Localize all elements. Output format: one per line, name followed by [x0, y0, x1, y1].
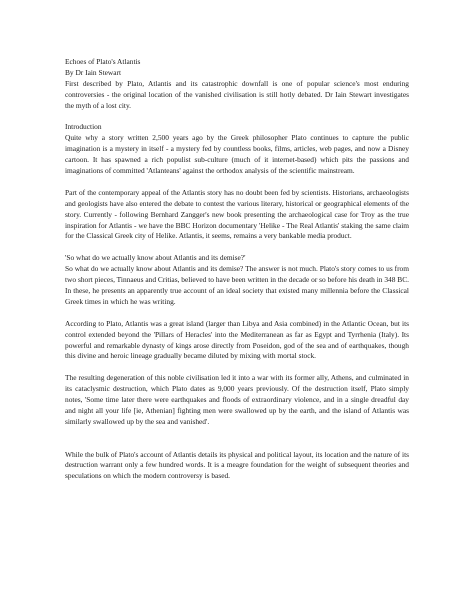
- paragraph-2: Part of the contemporary appeal of the Atlantis story has no doubt been fed by scientists. Historians, archaeologists and geologists have also entered the debate to contest the various literary, historical or geographical elements of the story. Currently - following Bernhard Zangger's new book presenting the archaeological case for Troy as the true inspiration for Atlantis - we have the BBC Horizon documentary 'Helike - The Real Atlantis' staking the same claim for the Classical Greek city of Helike. Atlantis, it seems, remains a very bankable media product.: [65, 187, 409, 241]
- section-heading: Introduction: [65, 122, 102, 132]
- paragraph-6: While the bulk of Plato's account of Atlantis details its physical and political layout, its location and the nature of its destruction warrant only a few hundred words. It is a meagre foundation for the weight of subsequent theories and speculations on which the modern controversy is based.: [65, 449, 409, 481]
- paragraph-5: The resulting degeneration of this noble civilisation led it into a war with its former ally, Athens, and culminated in its cataclysmic destruction, which Plato dates as 9,000 years previously. Of the destruction itself, Plato simply notes, 'Some time later there were earthquakes and floods of extraordinary violence, and in a single dreadful day and night all your life [ie, Athenian] fighting men were swallowed up by the earth, and the island of Atlantis was similarly swallowed up by the sea and vanished'.: [65, 373, 409, 426]
- paragraph-4: According to Plato, Atlantis was a great island (larger than Libya and Asia combined) in the Atlantic Ocean, but its control extended beyond the 'Pillars of Heracles' into the Mediterranean as far as Egypt and Tyrrhenia (Italy). Its powerful and remarkable dynasty of kings arose directly from Poseidon, god of the sea and of earthquakes, though this divine and heroic lineage gradually became diluted by mixing with mortal stock.: [65, 318, 409, 361]
- paragraph-1: Quite why a story written 2,500 years ago by the Greek philosopher Plato continues to capture the public imagination is a mystery in itself - a mystery fed by countless books, films, articles, web pages, and now a Disney cartoon. It has spawned a rich populist sub-culture (much of it internet-based) which pits the passions and imaginations of committed 'Atlanteans' against the orthodox analysis of the scientific mainstream.: [65, 133, 409, 176]
- document-title: Echoes of Plato's Atlantis: [65, 57, 141, 66]
- intro-paragraph: First described by Plato, Atlantis and its catastrophic downfall is one of popular science's most enduring controversies - the original location of the vanished civilisation is still hotly debated. Dr Iain Stewart investigates the myth of a lost city.: [65, 78, 409, 110]
- document-author: By Dr Iain Stewart: [65, 67, 122, 77]
- paragraph-3: So what do we actually know about Atlantis and its demise? The answer is not much. Plato's story comes to us from two short pieces, Tinnaeus and Critias, believed to have been written in the decade or so before his death in 348 BC. In these, he presents an apparently true account of an ideal society that existed many millennia before the Classical Greek times in which he was writing.: [65, 264, 409, 306]
- document-page: [65, 57, 409, 482]
- quote-heading: 'So what do we actually know about Atlantis and its demise?': [65, 253, 246, 263]
